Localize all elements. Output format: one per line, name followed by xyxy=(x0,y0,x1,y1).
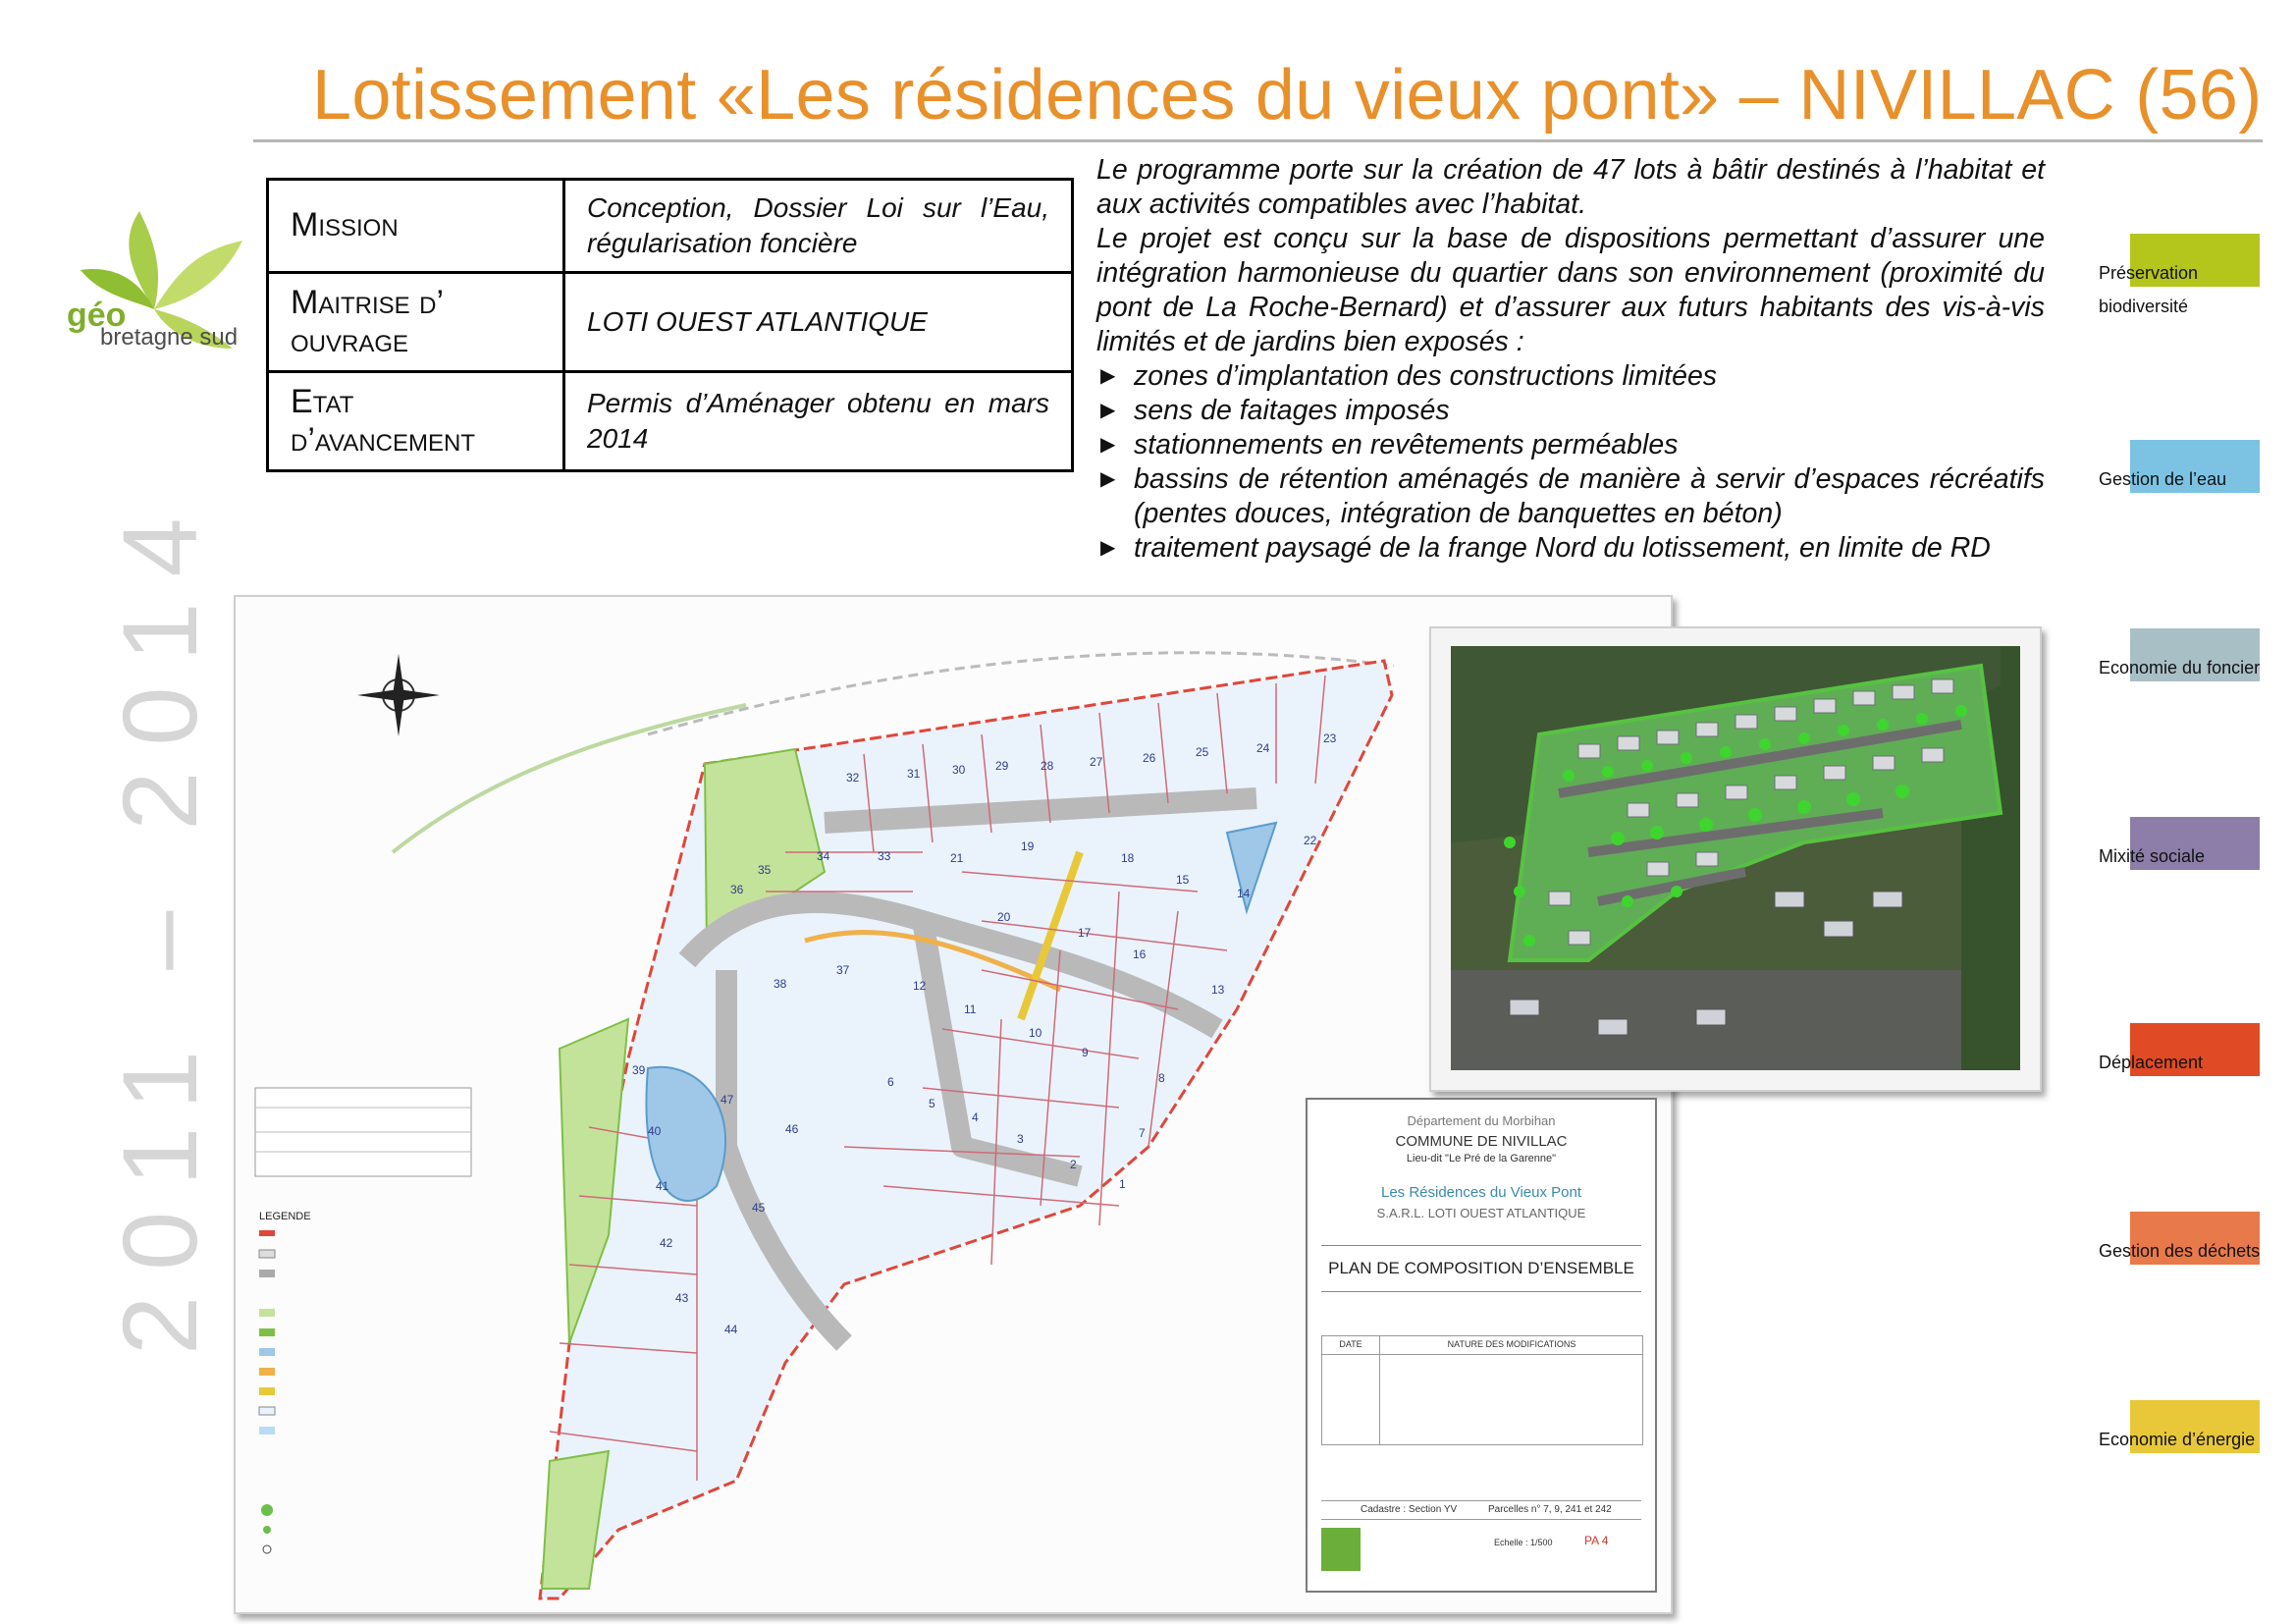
description-bullets xyxy=(1096,359,2045,566)
aerial-rendering xyxy=(1451,646,2020,1070)
lot-number: 47 xyxy=(721,1093,734,1107)
lot-number: 16 xyxy=(1133,947,1147,961)
legend-label: Préservation xyxy=(2099,263,2199,283)
plan-legend-title: LEGENDE xyxy=(259,1211,311,1222)
title-divider xyxy=(253,139,2263,142)
lot-number: 33 xyxy=(878,849,891,863)
compass-rose-icon xyxy=(357,654,440,736)
cartouche-commune: COMMUNE DE NIVILLAC xyxy=(1395,1133,1568,1150)
lot-number: 13 xyxy=(1211,983,1225,997)
lot-number: 20 xyxy=(997,910,1011,924)
logo-text: géo xyxy=(67,297,127,334)
lot-number: 38 xyxy=(774,977,787,991)
lot-number: 1 xyxy=(1119,1177,1126,1191)
lot-number: 32 xyxy=(846,771,860,785)
lot-number: 39 xyxy=(632,1063,646,1077)
lot-number: 46 xyxy=(785,1122,799,1136)
logo-subtitle: bretagne sud xyxy=(100,324,239,351)
lot-number: 43 xyxy=(675,1291,689,1305)
legend-label: Economie d’énergie xyxy=(2099,1430,2256,1449)
lot-number: 5 xyxy=(929,1097,935,1110)
bullet-item: ▶ bassins de rétention aménagés de manière à servir d’espaces récréatifs (pentes douces, intégration de banquettes en béton) xyxy=(1096,462,2045,531)
lot-number: 40 xyxy=(648,1124,662,1138)
page-title: Lotissement «Les résidences du vieux pont» – NIVILLAC (56) xyxy=(312,56,2263,135)
lot-number: 10 xyxy=(1029,1026,1042,1040)
legend-label: Gestion de l’eau xyxy=(2099,469,2227,489)
table-row xyxy=(268,273,1073,372)
aerial-3d-view xyxy=(1429,626,2042,1092)
lot-number: 23 xyxy=(1323,731,1337,745)
lot-number: 12 xyxy=(913,979,927,993)
legend-label: biodiversité xyxy=(2099,297,2189,316)
lot-number: 17 xyxy=(1078,926,1092,940)
table-divider xyxy=(1379,1336,1380,1444)
cartouche-department: Département du Morbihan xyxy=(1407,1113,1556,1128)
cartouche-lieu-dit: Lieu-dit "Le Pré de la Garenne" xyxy=(1406,1153,1557,1164)
modifications-table xyxy=(1321,1335,1643,1445)
description-paragraph: Le projet est conçu sur la base de dispositions permettant d’assurer une intégration harmonieuse du quartier dans son environnement (proximité du pont de La Roche-Bernard) et d’assurer aux futurs habitants des vis-à-vis limités et de jardins bien exposés : xyxy=(1096,223,2045,357)
bullet-item: ▶ zones d’implantation des constructions limitées xyxy=(1096,359,2045,394)
lot-number: 42 xyxy=(660,1236,673,1250)
legend-label: Economie du foncier xyxy=(2099,658,2261,677)
row-value: LOTI OUEST ATLANTIQUE xyxy=(564,273,1073,372)
table-row xyxy=(268,180,1073,273)
row-key: Maitrise d’ ouvrage xyxy=(268,273,564,372)
logo-small-icon xyxy=(1321,1528,1361,1571)
plan-cartouche xyxy=(1306,1098,1657,1593)
plan-legend xyxy=(255,1088,471,1553)
lot-number: 8 xyxy=(1158,1071,1165,1085)
lot-number: 29 xyxy=(995,759,1009,773)
legend-label: Mixité sociale xyxy=(2099,846,2206,866)
col-date: DATE xyxy=(1339,1339,1362,1349)
lot-number: 2 xyxy=(1070,1158,1077,1171)
lot-number: 25 xyxy=(1196,745,1209,759)
lot-number: 44 xyxy=(724,1323,738,1336)
lot-number: 45 xyxy=(752,1201,766,1215)
table-row xyxy=(268,372,1073,471)
legend-label: Déplacement xyxy=(2099,1053,2204,1072)
lot-number: 15 xyxy=(1176,873,1190,887)
cartouche-scale: Echelle : 1/500 xyxy=(1494,1538,1553,1547)
bullet-item: ▶ traitement paysagé de la frange Nord du lotissement, en limite de RD xyxy=(1096,531,2045,566)
row-key: Etat d’avancement xyxy=(268,372,564,471)
lot-number: 41 xyxy=(656,1179,669,1193)
lot-number: 11 xyxy=(964,1002,977,1016)
cadastre-section: Cadastre : Section YV xyxy=(1361,1504,1458,1515)
lot-number: 4 xyxy=(972,1110,979,1124)
lot-number: 21 xyxy=(950,851,964,865)
row-value: Conception, Dossier Loi sur l’Eau, régularisation foncière xyxy=(564,180,1073,273)
project-description xyxy=(1096,153,2045,566)
lot-number: 6 xyxy=(887,1075,894,1089)
lot-number: 22 xyxy=(1304,834,1317,847)
cartouche-plan-ref: PA 4 xyxy=(1584,1534,1609,1547)
lot-number: 35 xyxy=(758,863,772,877)
col-nature: NATURE DES MODIFICATIONS xyxy=(1447,1339,1576,1349)
lot-number: 14 xyxy=(1237,887,1251,900)
bullet-item: ▶ sens de faitages imposés xyxy=(1096,394,2045,428)
lot-number: 28 xyxy=(1041,759,1054,773)
lot-number: 24 xyxy=(1256,741,1270,755)
lot-number: 36 xyxy=(730,883,744,896)
lot-number: 27 xyxy=(1090,755,1103,769)
cartouche-company: S.A.R.L. LOTI OUEST ATLANTIQUE xyxy=(1376,1206,1586,1220)
lot-number: 34 xyxy=(817,849,830,863)
lot-number: 18 xyxy=(1121,851,1135,865)
cadastre-row xyxy=(1321,1500,1641,1520)
lot-number: 3 xyxy=(1017,1132,1024,1146)
cadastre-parcels: Parcelles n° 7, 9, 241 et 242 xyxy=(1488,1504,1612,1515)
lot-number: 9 xyxy=(1082,1046,1089,1059)
mission-info-table xyxy=(266,178,1074,472)
lot-number: 19 xyxy=(1021,839,1035,853)
cartouche-plan-title: PLAN DE COMPOSITION D’ENSEMBLE xyxy=(1321,1245,1641,1292)
lot-number: 7 xyxy=(1139,1126,1146,1140)
row-value: Permis d’Aménager obtenu en mars 2014 xyxy=(564,372,1073,471)
cartouche-project: Les Résidences du Vieux Pont xyxy=(1380,1184,1582,1201)
lot-number: 26 xyxy=(1143,751,1156,765)
lot-number: 31 xyxy=(907,767,921,781)
row-key: Mission xyxy=(268,180,564,273)
bullet-item: ▶ stationnements en revêtements perméables xyxy=(1096,428,2045,462)
lot-number: 30 xyxy=(952,763,966,777)
description-paragraph: Le programme porte sur la création de 47 lots à bâtir destinés à l’habitat et aux activités compatibles avec l’habitat. xyxy=(1096,154,2045,220)
years-vertical: 2011 – 2014 xyxy=(100,492,219,1355)
lot-number: 37 xyxy=(836,963,850,977)
legend-label: Gestion des déchets xyxy=(2099,1241,2261,1261)
